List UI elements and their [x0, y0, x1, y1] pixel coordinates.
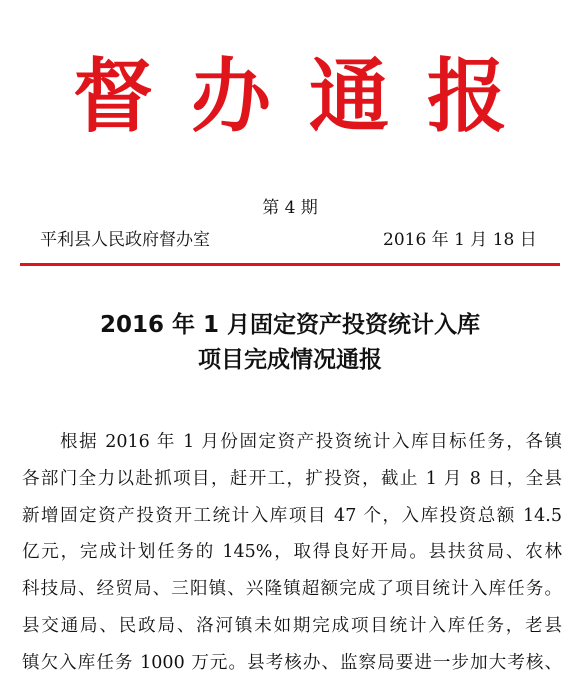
body-line: 各部门全力以赴抓项目，赶开工，扩投资，截止 1 月 8 日，全县 [22, 468, 562, 489]
red-divider [20, 263, 560, 266]
body-line: 根据 2016 年 1 月份固定资产投资统计入库目标任务，各镇 [60, 432, 562, 452]
body-line: 镇欠入库任务 1000 万元。县考核办、监察局要进一步加大考核、 [22, 652, 562, 673]
issue-date: 2016 年 1 月 18 日 [383, 230, 537, 250]
issue-number: 第 4 期 [262, 198, 318, 218]
body-line: 亿元，完成计划任务的 145%，取得良好开局。县扶贫局、农林 [22, 542, 562, 563]
issuing-office: 平利县人民政府督办室 [40, 230, 210, 250]
document-title-line-1: 2016 年 1 月固定资产投资统计入库 [99, 312, 481, 338]
body-line: 科技局、经贸局、三阳镇、兴隆镇超额完成了项目统计入库任务。 [22, 579, 562, 600]
body-line: 新增固定资产投资开工统计入库项目 47 个，入库投资总额 14.5 [22, 505, 562, 526]
masthead-title: 督办通报 [73, 49, 545, 143]
document-title-line-2: 项目完成情况通报 [198, 347, 382, 373]
body-paragraph [22, 424, 562, 682]
body-line: 县交通局、民政局、洛河镇未如期完成项目统计入库任务，老县 [22, 615, 562, 636]
